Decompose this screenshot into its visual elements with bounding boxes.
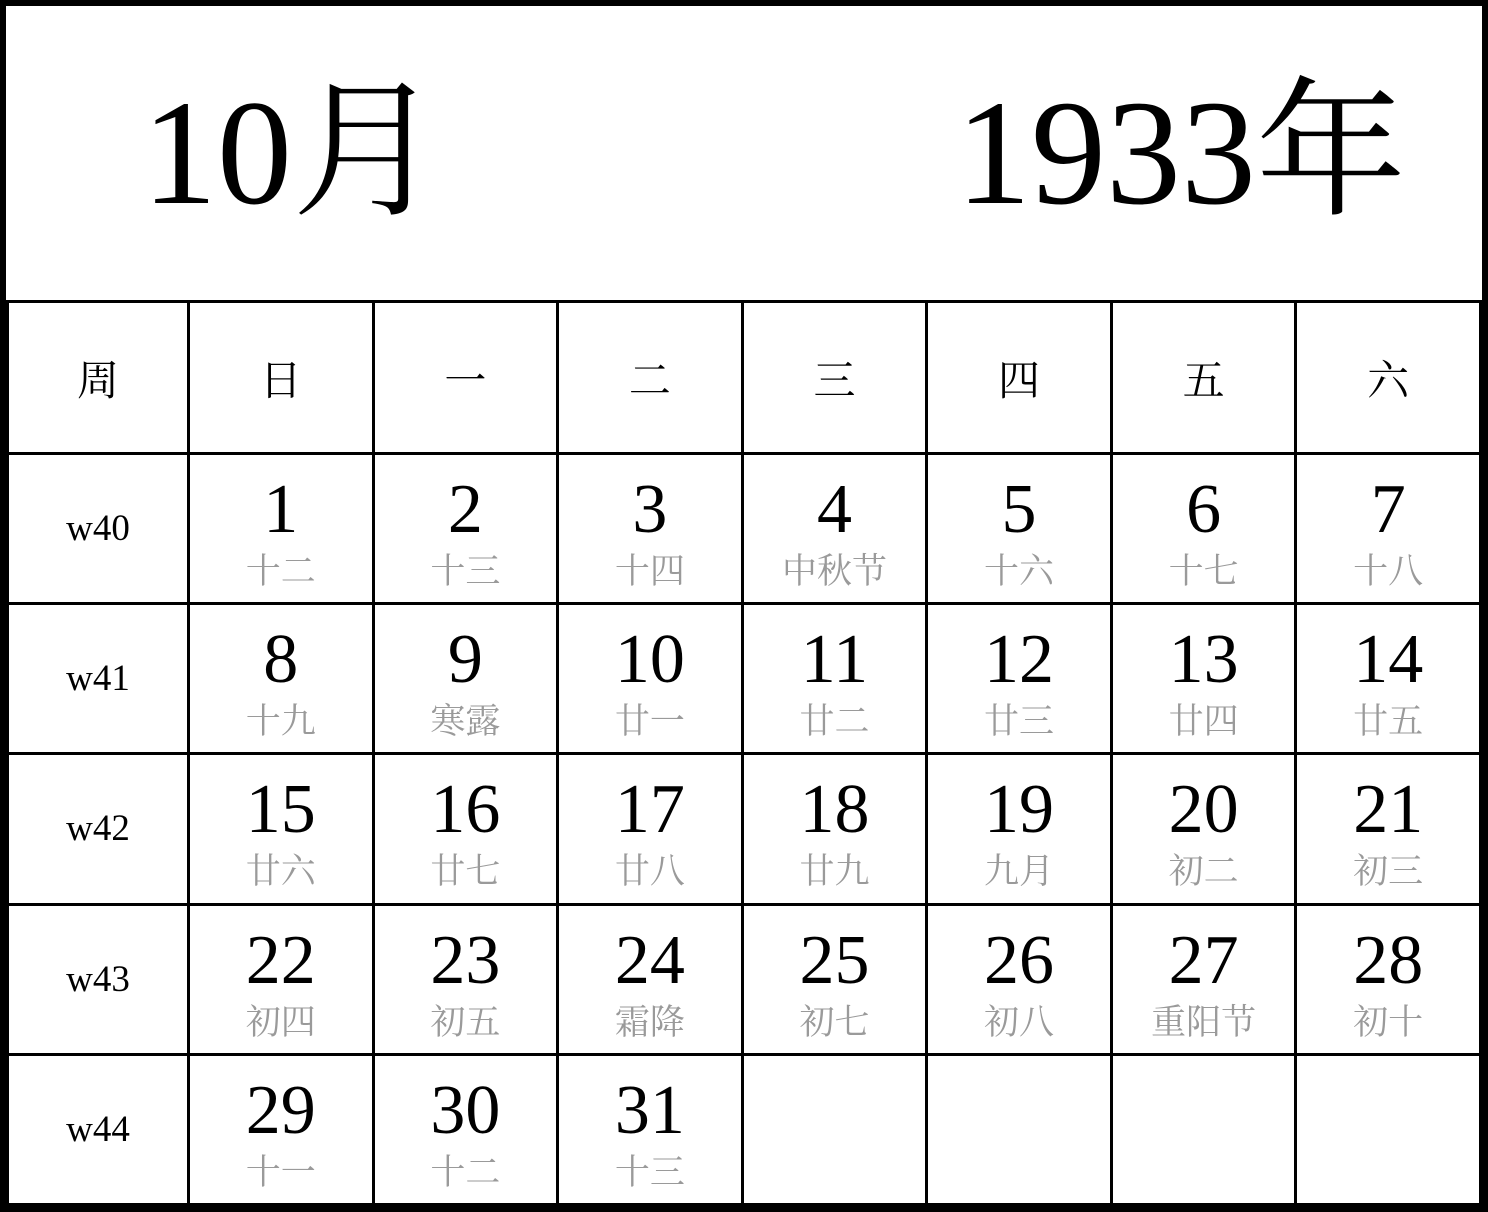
lunar-date-label: 初十 (1353, 1002, 1424, 1042)
day-number: 5 (1001, 470, 1037, 548)
day-cell (927, 454, 1112, 604)
day-number: 26 (984, 921, 1055, 999)
day-cell (189, 904, 374, 1054)
day-number: 1 (263, 470, 299, 548)
week-number-label: w43 (8, 904, 189, 1054)
day-number: 28 (1353, 921, 1424, 999)
lunar-date-label: 九月 (984, 852, 1055, 892)
day-cell (189, 454, 374, 604)
lunar-date-label: 初四 (245, 1002, 316, 1042)
lunar-date-label: 廿一 (614, 702, 685, 742)
day-cell (558, 904, 743, 1054)
day-cell (373, 754, 558, 904)
day-cell (927, 904, 1112, 1054)
week-number-label: w42 (8, 754, 189, 904)
year-title: 1933年 (955, 70, 1406, 236)
lunar-date-label: 初三 (1353, 852, 1424, 892)
lunar-date-label: 十二 (245, 551, 316, 591)
lunar-date-label: 十三 (430, 551, 501, 591)
calendar-table (6, 300, 1482, 1206)
day-cell (742, 754, 927, 904)
lunar-date-label: 霜降 (614, 1002, 685, 1042)
title-bar (6, 6, 1482, 300)
lunar-date-label: 廿七 (430, 852, 501, 892)
lunar-date-label: 廿二 (799, 702, 870, 742)
month-title: 10月 (142, 70, 443, 236)
week-number-label: w40 (8, 454, 189, 604)
day-cell (1111, 754, 1296, 904)
week-row (8, 604, 1481, 754)
lunar-date-label: 初八 (984, 1002, 1055, 1042)
day-cell (1111, 454, 1296, 604)
day-number: 2 (447, 470, 483, 548)
day-number: 21 (1353, 771, 1424, 849)
empty-day-cell (742, 1054, 927, 1204)
day-number: 29 (245, 1071, 316, 1149)
day-cell (189, 1054, 374, 1204)
header-monday: 一 (373, 302, 558, 454)
day-cell (1296, 754, 1481, 904)
day-number: 24 (614, 921, 685, 999)
day-cell (558, 1054, 743, 1204)
day-cell (373, 904, 558, 1054)
day-number: 4 (816, 470, 852, 548)
day-cell (1296, 454, 1481, 604)
lunar-date-label: 初二 (1168, 852, 1239, 892)
lunar-date-label: 廿九 (799, 852, 870, 892)
day-number: 15 (245, 771, 316, 849)
week-number-label: w44 (8, 1054, 189, 1204)
lunar-date-label: 廿五 (1353, 702, 1424, 742)
day-number: 31 (614, 1071, 685, 1149)
header-friday: 五 (1111, 302, 1296, 454)
day-number: 10 (614, 621, 685, 699)
empty-day-cell (1111, 1054, 1296, 1204)
header-saturday: 六 (1296, 302, 1481, 454)
week-row (8, 754, 1481, 904)
day-number: 22 (245, 921, 316, 999)
day-number: 6 (1186, 470, 1222, 548)
header-week-column: 周 (8, 302, 189, 454)
day-number: 30 (430, 1071, 501, 1149)
day-cell (373, 1054, 558, 1204)
empty-day-cell (1296, 1054, 1481, 1204)
day-number: 17 (614, 771, 685, 849)
day-cell (927, 754, 1112, 904)
day-number: 23 (430, 921, 501, 999)
week-row (8, 904, 1481, 1054)
lunar-date-label: 重阳节 (1151, 1002, 1257, 1042)
day-number: 9 (447, 621, 483, 699)
week-row (8, 454, 1481, 604)
day-cell (189, 754, 374, 904)
week-row (8, 1054, 1481, 1204)
day-cell (189, 604, 374, 754)
day-cell (742, 904, 927, 1054)
day-cell (742, 454, 927, 604)
day-number: 7 (1370, 470, 1406, 548)
lunar-date-label: 十六 (984, 551, 1055, 591)
lunar-date-label: 十三 (614, 1152, 685, 1192)
day-number: 11 (800, 621, 869, 699)
day-cell (927, 604, 1112, 754)
day-number: 25 (799, 921, 870, 999)
day-cell (558, 604, 743, 754)
header-wednesday: 三 (742, 302, 927, 454)
day-cell (1111, 904, 1296, 1054)
day-number: 13 (1168, 621, 1239, 699)
day-cell (373, 604, 558, 754)
day-cell (558, 754, 743, 904)
day-number: 18 (799, 771, 870, 849)
lunar-date-label: 十二 (430, 1152, 501, 1192)
day-number: 19 (984, 771, 1055, 849)
day-number: 27 (1168, 921, 1239, 999)
lunar-date-label: 廿八 (614, 852, 685, 892)
lunar-date-label: 十九 (245, 702, 316, 742)
day-number: 20 (1168, 771, 1239, 849)
lunar-date-label: 廿六 (245, 852, 316, 892)
weekday-header-row (8, 302, 1481, 454)
header-sunday: 日 (189, 302, 374, 454)
week-number-label: w41 (8, 604, 189, 754)
day-number: 3 (632, 470, 668, 548)
day-cell (742, 604, 927, 754)
day-cell (1296, 604, 1481, 754)
lunar-date-label: 廿四 (1168, 702, 1239, 742)
lunar-date-label: 十一 (245, 1152, 316, 1192)
lunar-date-label: 十八 (1353, 551, 1424, 591)
day-cell (1111, 604, 1296, 754)
lunar-date-label: 初五 (430, 1002, 501, 1042)
lunar-date-label: 寒露 (430, 702, 501, 742)
lunar-date-label: 廿三 (984, 702, 1055, 742)
lunar-date-label: 中秋节 (781, 551, 887, 591)
day-cell (558, 454, 743, 604)
day-number: 14 (1353, 621, 1424, 699)
header-tuesday: 二 (558, 302, 743, 454)
day-cell (373, 454, 558, 604)
day-number: 16 (430, 771, 501, 849)
day-number: 12 (984, 621, 1055, 699)
lunar-date-label: 初七 (799, 1002, 870, 1042)
lunar-date-label: 十四 (614, 551, 685, 591)
lunar-date-label: 十七 (1168, 551, 1239, 591)
empty-day-cell (927, 1054, 1112, 1204)
header-thursday: 四 (927, 302, 1112, 454)
day-cell (1296, 904, 1481, 1054)
day-number: 8 (263, 621, 299, 699)
